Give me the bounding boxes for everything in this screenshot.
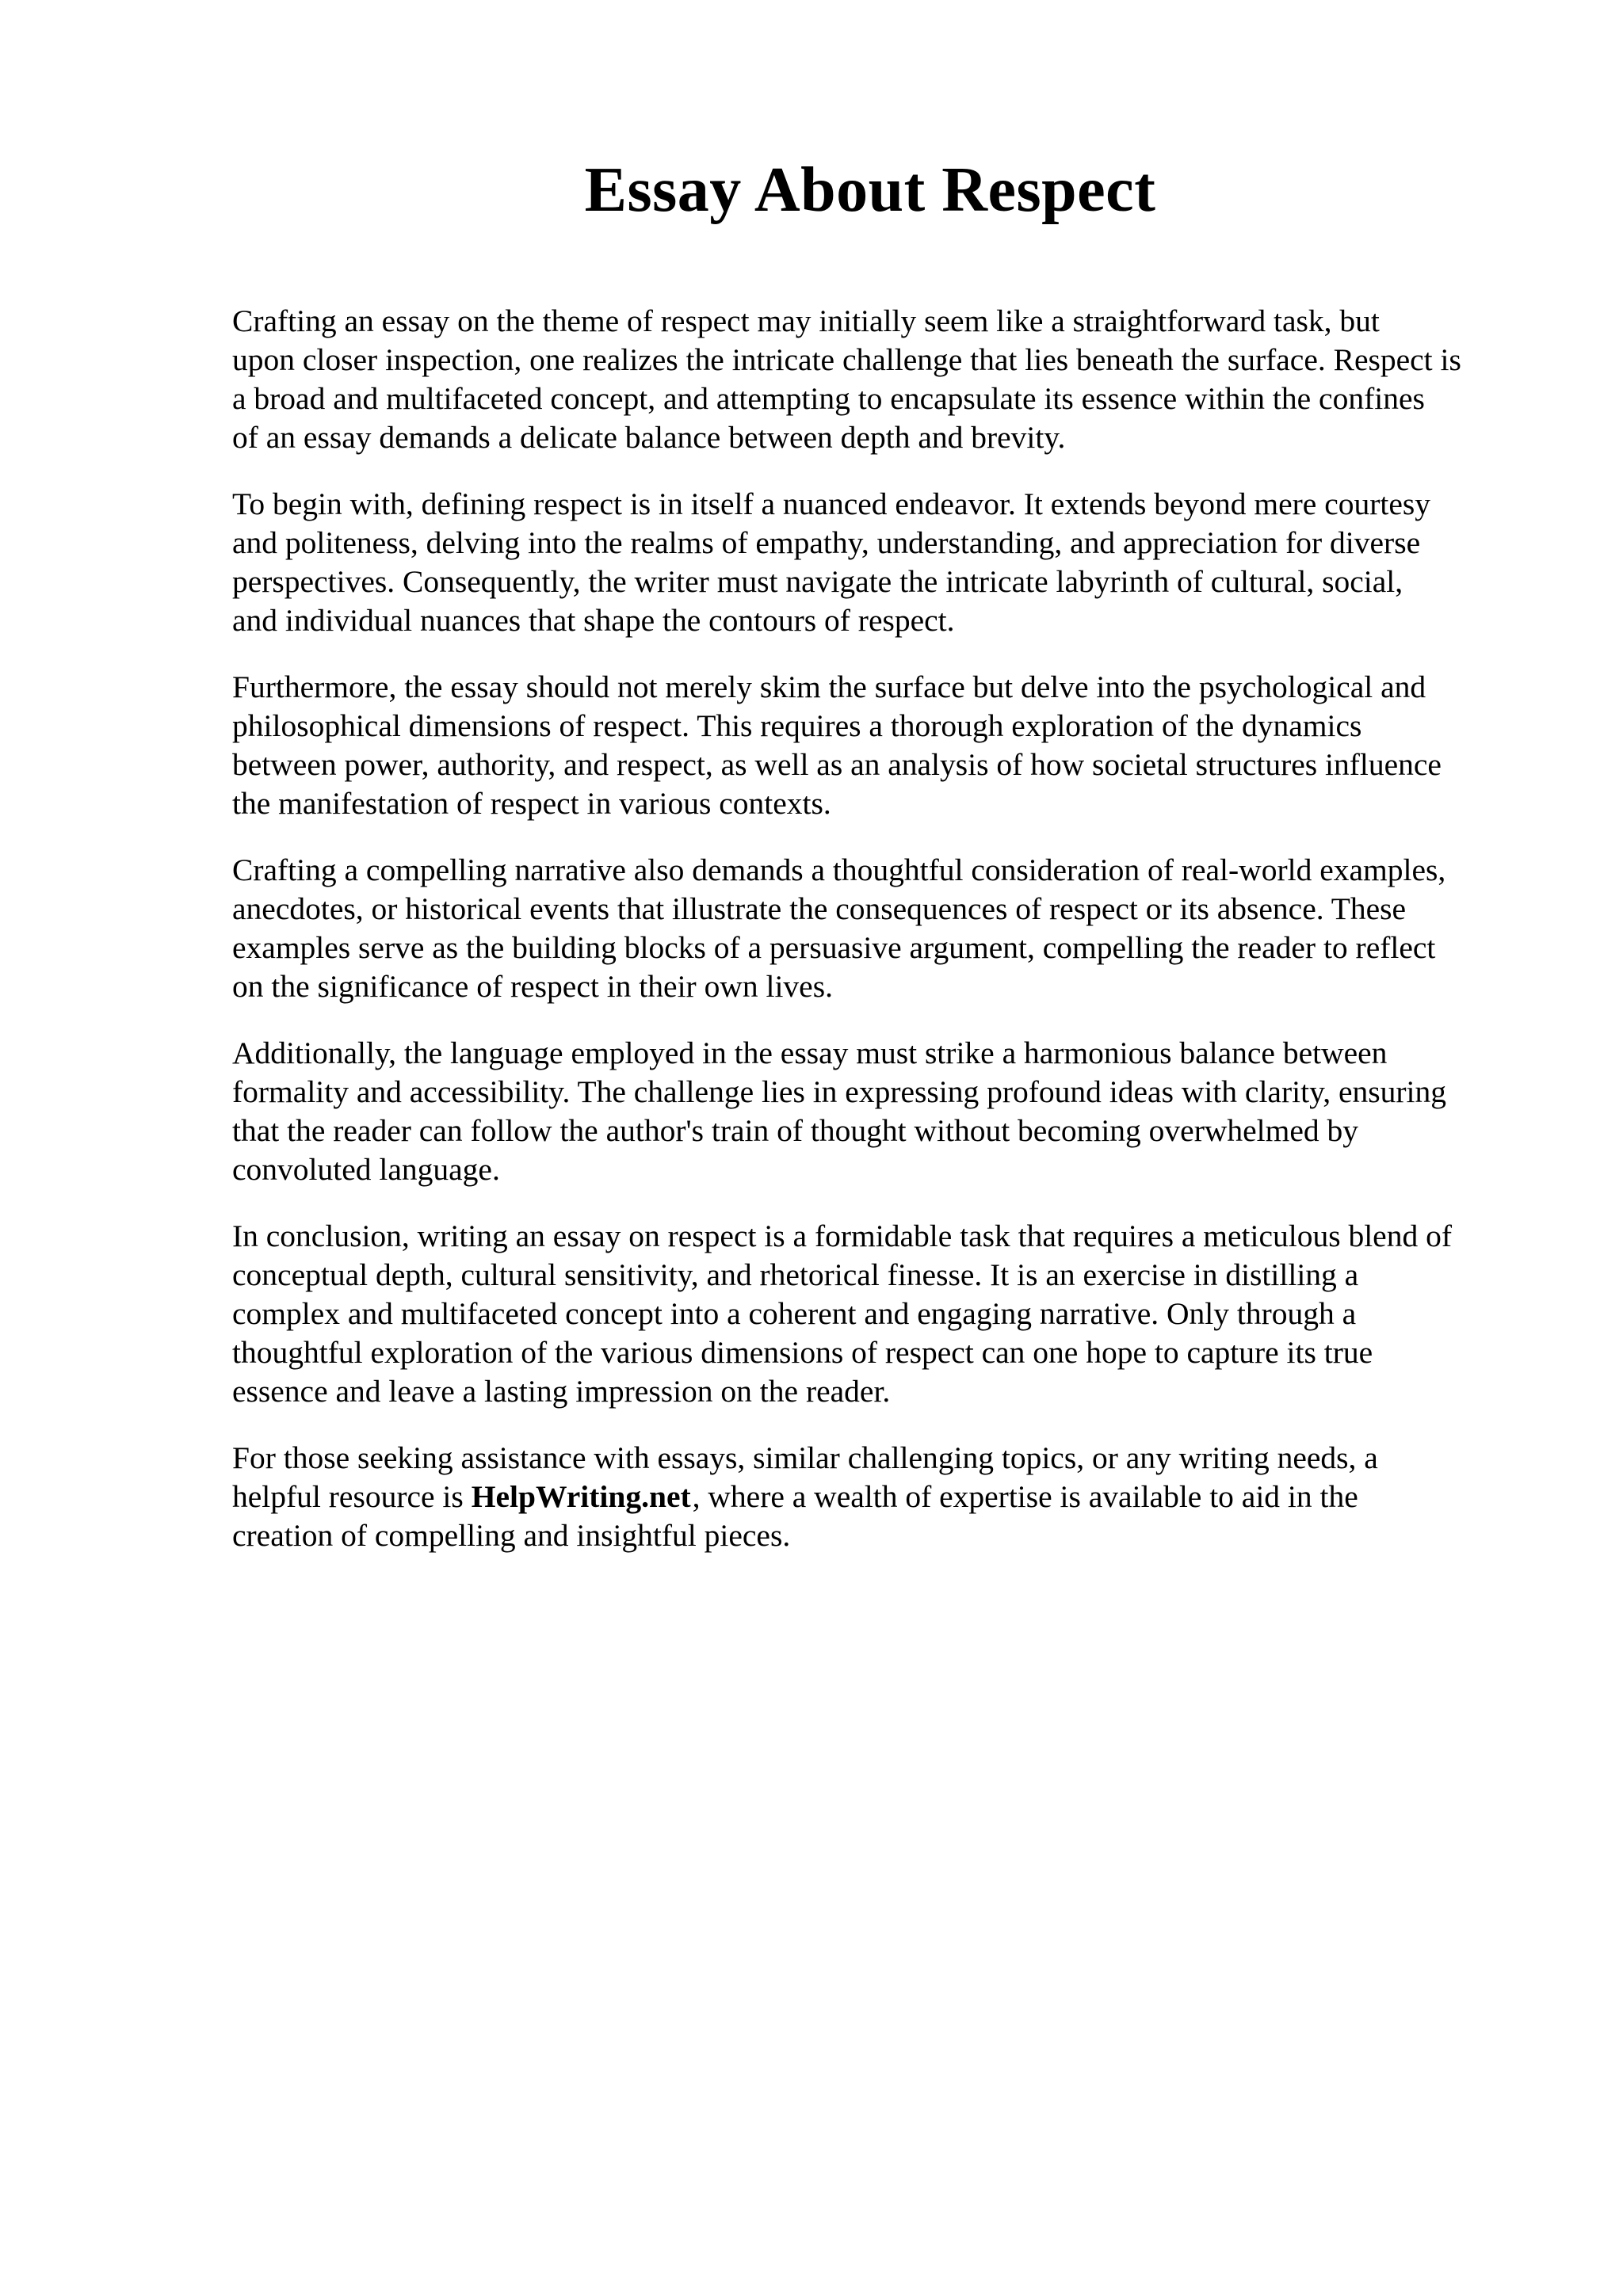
paragraph-line: convoluted language. [232, 1152, 500, 1187]
paragraph-line: of an essay demands a delicate balance between depth and brevity. [232, 420, 1066, 455]
paragraph-line: In conclusion, writing an essay on respect is a formidable task that requires a meticulous blend of [232, 1219, 1452, 1253]
paragraph-line: upon closer inspection, one realizes the intricate challenge that lies beneath the surface. Respect is [232, 342, 1461, 377]
paragraph-line: that the reader can follow the author's train of thought without becoming overwhelmed by [232, 1113, 1359, 1148]
paragraph-line: essence and leave a lasting impression on the reader. [232, 1374, 891, 1409]
closing-text-after-brand: , where a wealth of expertise is available to aid in the [692, 1479, 1358, 1514]
paragraph-line: To begin with, defining respect is in itself a nuanced endeavor. It extends beyond mere courtesy [232, 486, 1431, 521]
paragraph-line: between power, authority, and respect, as well as an analysis of how societal structures influence [232, 747, 1442, 782]
document-body [232, 302, 1532, 1583]
paragraph-line: anecdotes, or historical events that illustrate the consequences of respect or its absence. These [232, 891, 1407, 926]
document-title: Essay About Respect [584, 155, 1156, 225]
paragraph-line: and individual nuances that shape the contours of respect. [232, 603, 955, 638]
paragraph-line: on the significance of respect in their own lives. [232, 969, 833, 1004]
paragraph-line: perspectives. Consequently, the writer must navigate the intricate labyrinth of cultural, social, [232, 564, 1403, 599]
paragraph-line: thoughtful exploration of the various dimensions of respect can one hope to capture its true [232, 1335, 1373, 1370]
paragraph-line: For those seeking assistance with essays, similar challenging topics, or any writing needs, a [232, 1440, 1378, 1475]
paragraph-line: Crafting an essay on the theme of respect may initially seem like a straightforward task, but [232, 303, 1380, 338]
paragraph-closing [232, 1439, 1532, 1555]
paragraph-line: conceptual depth, cultural sensitivity, and rhetorical finesse. It is an exercise in distilling a [232, 1257, 1359, 1292]
paragraph-line-with-brand [232, 1478, 1532, 1516]
paragraph-line: a broad and multifaceted concept, and attempting to encapsulate its essence within the confines [232, 381, 1425, 416]
brand-name: HelpWriting.net [471, 1479, 691, 1514]
paragraph-line: formality and accessibility. The challenge lies in expressing profound ideas with clarity, ensuring [232, 1074, 1447, 1109]
paragraph-line: the manifestation of respect in various contexts. [232, 786, 831, 821]
paragraph-conclusion [232, 1217, 1532, 1411]
paragraph-line: examples serve as the building blocks of a persuasive argument, compelling the reader to reflect [232, 930, 1436, 965]
paragraph-line: Crafting a compelling narrative also demands a thoughtful consideration of real-world examples, [232, 852, 1446, 887]
paragraph-definition [232, 485, 1532, 640]
paragraph-line: and politeness, delving into the realms of empathy, understanding, and appreciation for diverse [232, 525, 1421, 560]
paragraph-line: creation of compelling and insightful pieces. [232, 1518, 791, 1553]
paragraph-line: Furthermore, the essay should not merely skim the surface but delve into the psychological and [232, 669, 1426, 704]
paragraph-language [232, 1034, 1532, 1189]
paragraph-intro [232, 302, 1532, 457]
closing-text-before-brand: helpful resource is [232, 1479, 464, 1514]
paragraph-line: Additionally, the language employed in the essay must strike a harmonious balance between [232, 1035, 1388, 1070]
paragraph-dimensions [232, 668, 1532, 823]
paragraph-line: complex and multifaceted concept into a coherent and engaging narrative. Only through a [232, 1296, 1357, 1331]
paragraph-narrative [232, 851, 1532, 1006]
paragraph-line: philosophical dimensions of respect. This requires a thorough exploration of the dynamics [232, 708, 1362, 743]
